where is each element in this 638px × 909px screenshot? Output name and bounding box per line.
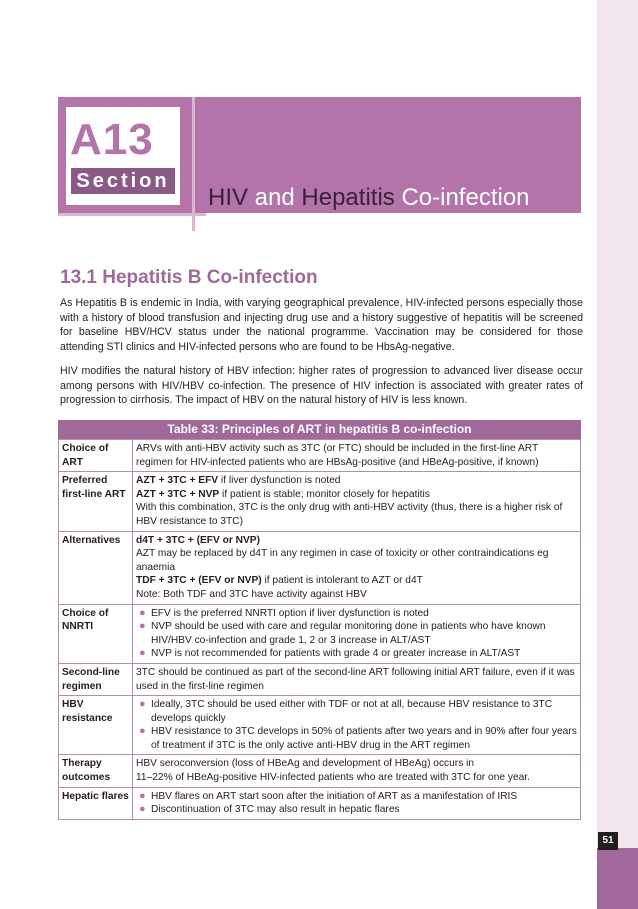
regimen-note: if patient is stable; monitor closely for hepatitis <box>219 488 430 500</box>
page-number: 51 <box>598 832 618 850</box>
table-title: Table 33: Principles of ART in hepatitis B co-infection <box>58 420 581 439</box>
row-label: Choice of ART <box>59 440 133 472</box>
list-item: ● EFV is the preferred NNRTI option if liver dysfunction is noted <box>139 606 429 619</box>
table-row <box>59 696 581 755</box>
row-content <box>133 696 581 755</box>
side-strip-tab <box>597 848 638 909</box>
art-principles-table <box>58 420 581 820</box>
row-content <box>133 755 581 787</box>
section-label: Section <box>71 168 175 194</box>
row-content <box>133 787 581 819</box>
bullet-icon: ● <box>139 698 146 711</box>
row-content: 3TC should be continued as part of the second-line ART following initial ART failure, even if it was used in the first-line regimen <box>133 663 581 695</box>
table-row <box>59 604 581 663</box>
row-content <box>133 531 581 604</box>
title-part-hepatitis: Hepatitis <box>301 184 395 211</box>
table-row <box>59 440 581 472</box>
side-strip <box>597 0 638 909</box>
bullet-icon: ● <box>139 789 146 802</box>
list-item: ● NVP should be used with care and regular monitoring done in patients who have known HIV/HBV co-infection and grade 1, 2 or 3 increase in ALT/AST <box>139 620 546 646</box>
chapter-title <box>208 183 530 213</box>
regimen-bold: AZT + 3TC + EFV <box>136 475 219 487</box>
header-divider-horizontal <box>58 213 206 216</box>
table-row <box>59 663 581 695</box>
row-content <box>133 472 581 531</box>
title-part-and: and <box>248 184 302 211</box>
regimen-comment: Note: Both TDF and 3TC have activity against HBV <box>136 588 367 600</box>
table-row <box>59 472 581 531</box>
row-label: Hepatic flares <box>59 787 133 819</box>
row-label: Therapy outcomes <box>59 755 133 787</box>
table-row <box>59 531 581 604</box>
outcome-line: HBV seroconversion (loss of HBeAg and development of HBeAg) occurs in <box>136 758 475 770</box>
regimen-bold: TDF + 3TC + (EFV or NVP) <box>136 575 262 587</box>
paragraph-1: As Hepatitis B is endemic in India, with varying geographical prevalence, HIV-infected persons especially those with a history of blood transfusion and injecting drug use and a history suggestive of hepatitis will be screened for baseline HBV/HCV status under the national programme. Vaccination may be considered for those attending STI clinics and HIV-infected persons who are found to be HbsAg-negative. <box>60 297 583 353</box>
row-label: HBV resistance <box>59 696 133 755</box>
bullet-icon: ● <box>139 803 146 816</box>
header-divider-vertical <box>192 97 195 231</box>
regimen-comment: With this combination, 3TC is the only drug with anti-HBV activity (thus, there is a higher risk of HBV resistance to 3TC) <box>136 502 563 527</box>
bullet-icon: ● <box>139 647 146 660</box>
regimen-bold: AZT + 3TC + NVP <box>136 488 220 500</box>
paragraph-2: HIV modifies the natural history of HBV infection: higher rates of progression to advanced liver disease occur among persons with HIV/HBV co-infection. The presence of HIV infection is associated with greater rates of progression to cirrhosis. The impact of HBV on the natural history of HIV is less known. <box>60 365 583 407</box>
list-item: ● Ideally, 3TC should be used either with TDF or not at all, because HBV resistance to 3TC develops quickly <box>139 698 553 724</box>
bullet-icon: ● <box>139 725 146 738</box>
row-content <box>133 604 581 663</box>
regimen-note: if patient is intolerant to AZT or d4T <box>261 575 423 587</box>
section-heading: 13.1 Hepatitis B Co-infection <box>60 267 318 288</box>
row-content: ARVs with anti-HBV activity such as 3TC (or FTC) should be included in the first-line ART regimen for HIV-infected patients who are HBsAg-positive (and HBeAg-positive, if known) <box>133 440 581 472</box>
row-label: Choice of NNRTI <box>59 604 133 663</box>
section-number: A13 <box>70 115 154 164</box>
list-item: ● Discontinuation of 3TC may also result in hepatic flares <box>139 803 400 816</box>
bullet-icon: ● <box>139 606 146 619</box>
regimen-note: if liver dysfunction is noted <box>218 475 341 487</box>
list-item: ● HBV flares on ART start soon after the initiation of ART as a manifestation of IRIS <box>139 789 518 802</box>
row-label: Second-line regimen <box>59 663 133 695</box>
bullet-icon: ● <box>139 620 146 633</box>
list-item: ● HBV resistance to 3TC develops in 50% of patients after two years and in 90% after four years of treatment if 3TC is the only active anti-HBV drug in the ART regimen <box>139 725 577 751</box>
row-label: Preferred first-line ART <box>59 472 133 531</box>
title-part-coinfection: Co-infection <box>394 184 530 211</box>
outcome-line: 11–22% of HBeAg-positive HIV-infected patients who are treated with 3TC for one year. <box>136 772 530 784</box>
list-item: ● NVP is not recommended for patients with grade 4 or greater increase in ALT/AST <box>139 647 521 660</box>
table-row <box>59 755 581 787</box>
regimen-comment: AZT may be replaced by d4T in any regimen in case of toxicity or other contraindications eg anaemia <box>136 548 549 573</box>
table-row <box>59 787 581 819</box>
regimen-bold: d4T + 3TC + (EFV or NVP) <box>136 534 260 546</box>
row-label: Alternatives <box>59 531 133 604</box>
title-part-hiv: HIV <box>208 184 249 211</box>
